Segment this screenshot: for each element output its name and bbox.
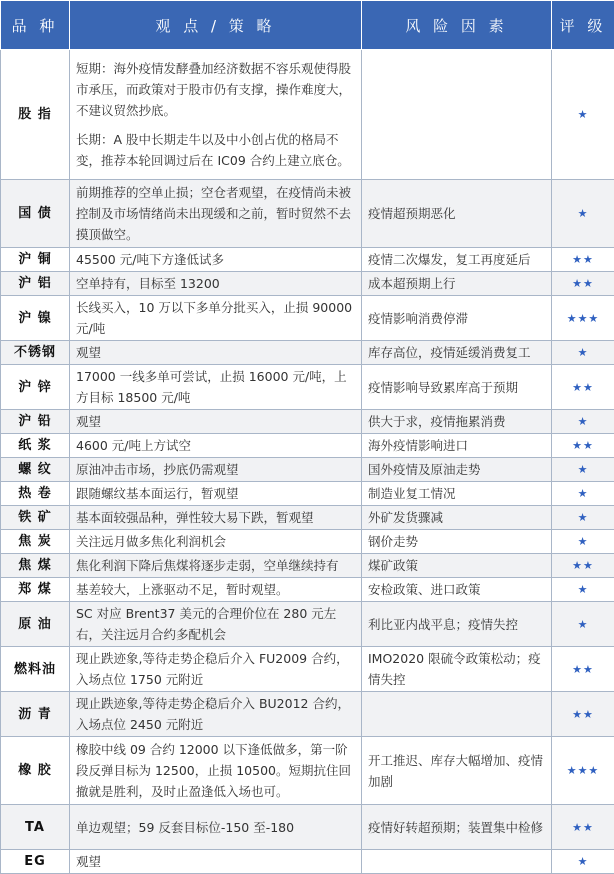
risk-cell: 开工推迟、库存大幅增加、疫情加剧: [362, 737, 552, 805]
strategy-cell: [70, 554, 362, 578]
risk-cell: [362, 50, 552, 180]
table-row: [1, 248, 614, 272]
rating-stars-icon: ★: [552, 410, 614, 434]
table-row: [1, 434, 614, 458]
header-strategy: 观 点 / 策 略: [70, 1, 362, 50]
rating-stars-icon: ★★★: [552, 737, 614, 805]
table-row: [1, 692, 614, 737]
strategy-text: 关注远月做多焦化利润机会: [76, 531, 355, 552]
strategy-text: 橡胶中线 09 合约 12000 以下逢低做多，第一阶段反弹目标为 12500，止损 10500。短期抗住回撤就是胜利，及时止盈逢低入场也可。: [76, 739, 355, 802]
header-variety: 品 种: [1, 1, 70, 50]
table-body: [1, 50, 614, 874]
strategy-text: 单边观望；59 反套目标位-150 至-180: [76, 817, 355, 838]
risk-cell: 国外疫情及原油走势: [362, 458, 552, 482]
table-row: [1, 530, 614, 554]
table-row: [1, 365, 614, 410]
rating-stars-icon: ★★: [552, 248, 614, 272]
strategy-text: 现止跌迹象,等待走势企稳后介入 BU2012 合约，入场点位 2450 元附近: [76, 693, 355, 735]
variety-name: EG: [1, 850, 70, 874]
strategy-text: 前期推荐的空单止损；空仓者观望，在疫情尚未被控制及市场情绪尚未出现缓和之前，暂时贸然不去摸顶做空。: [76, 182, 355, 245]
rating-stars-icon: ★: [552, 506, 614, 530]
variety-name: 橡 胶: [1, 737, 70, 805]
table-row: [1, 647, 614, 692]
risk-cell: 钢价走势: [362, 530, 552, 554]
strategy-cell: [70, 458, 362, 482]
rating-stars-icon: ★★: [552, 805, 614, 850]
strategy-text: 跟随螺纹基本面运行，暂观望: [76, 483, 355, 504]
strategy-cell: [70, 434, 362, 458]
risk-cell: 疫情影响导致累库高于预期: [362, 365, 552, 410]
header-rating: 评 级: [552, 1, 614, 50]
rating-stars-icon: ★: [552, 341, 614, 365]
strategy-text: 短期：海外疫情发酵叠加经济数据不容乐观使得股市承压，而政策对于股市仍有支撑，操作难度大，不建议贸然抄底。: [76, 58, 355, 121]
variety-name: 焦 炭: [1, 530, 70, 554]
risk-cell: 疫情影响消费停滞: [362, 296, 552, 341]
strategy-text: 观望: [76, 411, 355, 432]
rating-stars-icon: ★: [552, 50, 614, 180]
table-row: [1, 410, 614, 434]
variety-name: 焦 煤: [1, 554, 70, 578]
strategy-cell: [70, 805, 362, 850]
strategy-cell: [70, 296, 362, 341]
risk-cell: 制造业复工情况: [362, 482, 552, 506]
risk-cell: 安检政策、进口政策: [362, 578, 552, 602]
variety-name: 郑 煤: [1, 578, 70, 602]
strategy-text: 17000 一线多单可尝试，止损 16000 元/吨，上方目标 18500 元/吨: [76, 366, 355, 408]
strategy-text: 原油冲击市场，抄底仍需观望: [76, 459, 355, 480]
table-row: [1, 850, 614, 874]
table-row: [1, 50, 614, 180]
strategy-cell: [70, 578, 362, 602]
rating-stars-icon: ★: [552, 530, 614, 554]
strategy-text: 4600 元/吨上方试空: [76, 435, 355, 456]
table-header-row: [1, 1, 614, 50]
rating-stars-icon: ★★: [552, 647, 614, 692]
rating-stars-icon: ★: [552, 180, 614, 248]
strategy-cell: [70, 530, 362, 554]
variety-name: 不锈钢: [1, 341, 70, 365]
strategy-cell: [70, 737, 362, 805]
strategy-cell: [70, 248, 362, 272]
rating-stars-icon: ★★: [552, 434, 614, 458]
strategy-text: 基差较大，上涨驱动不足，暂时观望。: [76, 579, 355, 600]
risk-cell: [362, 692, 552, 737]
table-row: [1, 554, 614, 578]
strategy-text: 空单持有，目标至 13200: [76, 273, 355, 294]
strategy-text: 现止跌迹象,等待走势企稳后介入 FU2009 合约，入场点位 1750 元附近: [76, 648, 355, 690]
risk-cell: 供大于求，疫情拖累消费: [362, 410, 552, 434]
rating-stars-icon: ★★: [552, 272, 614, 296]
table-row: [1, 602, 614, 647]
strategy-cell: [70, 341, 362, 365]
table-row: [1, 296, 614, 341]
table-row: [1, 458, 614, 482]
risk-cell: 成本超预期上行: [362, 272, 552, 296]
risk-cell: 煤矿政策: [362, 554, 552, 578]
risk-cell: [362, 850, 552, 874]
variety-name: 纸 浆: [1, 434, 70, 458]
rating-stars-icon: ★: [552, 578, 614, 602]
risk-cell: 疫情好转超预期；装置集中检修: [362, 805, 552, 850]
strategy-cell: [70, 850, 362, 874]
strategy-cell: [70, 506, 362, 530]
strategy-text: SC 对应 Brent37 美元的合理价位在 280 元左右，关注远月合约多配机会: [76, 603, 355, 645]
strategy-text: 观望: [76, 342, 355, 363]
strategy-text: 长期：A 股中长期走牛以及中小创占优的格局不变，推荐本轮回调过后在 IC09 合约上建立底仓。: [76, 129, 355, 171]
rating-stars-icon: ★★: [552, 365, 614, 410]
variety-name: 沥 青: [1, 692, 70, 737]
variety-name: 股 指: [1, 50, 70, 180]
strategy-cell: [70, 410, 362, 434]
rating-stars-icon: ★★: [552, 692, 614, 737]
rating-stars-icon: ★: [552, 482, 614, 506]
strategy-cell: [70, 602, 362, 647]
risk-cell: IMO2020 限硫令政策松动；疫情失控: [362, 647, 552, 692]
table-row: [1, 482, 614, 506]
variety-name: 原 油: [1, 602, 70, 647]
table-row: [1, 272, 614, 296]
table-row: [1, 341, 614, 365]
variety-name: 铁 矿: [1, 506, 70, 530]
strategy-text: 基本面较强品种，弹性较大易下跌，暂观望: [76, 507, 355, 528]
variety-name: 沪 锌: [1, 365, 70, 410]
variety-name: TA: [1, 805, 70, 850]
table-row: [1, 180, 614, 248]
strategy-cell: [70, 50, 362, 180]
strategy-cell: [70, 482, 362, 506]
rating-stars-icon: ★: [552, 602, 614, 647]
variety-name: 沪 铜: [1, 248, 70, 272]
strategy-cell: [70, 647, 362, 692]
strategy-cell: [70, 365, 362, 410]
table-row: [1, 578, 614, 602]
strategy-cell: [70, 272, 362, 296]
table-row: [1, 737, 614, 805]
risk-cell: 外矿发货骤减: [362, 506, 552, 530]
variety-name: 热 卷: [1, 482, 70, 506]
strategy-text: 45500 元/吨下方逢低试多: [76, 249, 355, 270]
rating-stars-icon: ★★: [552, 554, 614, 578]
strategy-text: 观望: [76, 851, 355, 872]
risk-cell: 海外疫情影响进口: [362, 434, 552, 458]
strategy-cell: [70, 692, 362, 737]
header-risk: 风 险 因 素: [362, 1, 552, 50]
risk-cell: 库存高位，疫情延缓消费复工: [362, 341, 552, 365]
strategy-text: 长线买入，10 万以下多单分批买入，止损 90000 元/吨: [76, 297, 355, 339]
variety-name: 沪 镍: [1, 296, 70, 341]
risk-cell: 利比亚内战平息；疫情失控: [362, 602, 552, 647]
risk-cell: 疫情二次爆发，复工再度延后: [362, 248, 552, 272]
variety-name: 沪 铝: [1, 272, 70, 296]
variety-name: 国 债: [1, 180, 70, 248]
table-row: [1, 506, 614, 530]
strategy-text: 焦化利润下降后焦煤将逐步走弱，空单继续持有: [76, 555, 355, 576]
strategy-cell: [70, 180, 362, 248]
variety-name: 螺 纹: [1, 458, 70, 482]
rating-stars-icon: ★: [552, 458, 614, 482]
rating-stars-icon: ★: [552, 850, 614, 874]
variety-name: 沪 铅: [1, 410, 70, 434]
risk-cell: 疫情超预期恶化: [362, 180, 552, 248]
rating-stars-icon: ★★★: [552, 296, 614, 341]
variety-name: 燃料油: [1, 647, 70, 692]
table-row: [1, 805, 614, 850]
